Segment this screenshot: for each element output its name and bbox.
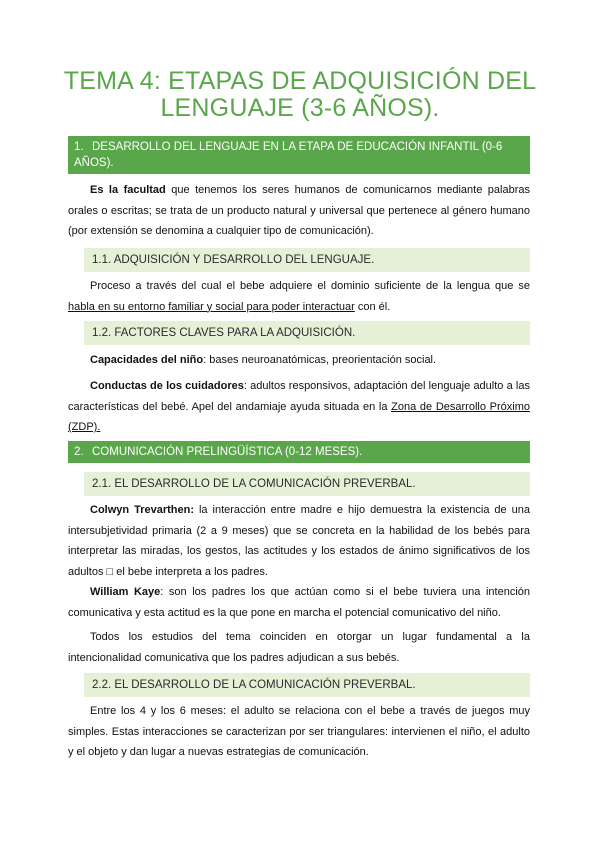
section-1-1-paragraph xyxy=(68,276,530,317)
section-1-2-p1-text: : bases neuroanatómicas, preorientación social. xyxy=(203,354,437,366)
section-1-number: 1. xyxy=(74,141,84,153)
section-1-1-text-b: con él. xyxy=(354,300,391,313)
section-2-2-paragraph: Entre los 4 y los 6 meses: el adulto se relaciona con el bebe a través de juegos muy simples. Estas interacciones se caracterizan por ser triangulares: intervienen el niño, el adulto y el objeto y dan lugar a nuevas estrategias de comunicación. xyxy=(68,705,530,758)
section-2-1-p2-text: : son los padres los que actúan como si el bebe tuviera una intención comunicativa y esta actitud es la que pone en marcha el potencial comunicativo del niño. xyxy=(68,586,531,619)
section-2-1-paragraph-2 xyxy=(68,582,530,623)
section-2-2-heading: 2.2. EL DESARROLLO DE LA COMUNICACIÓN PREVERBAL. xyxy=(84,673,530,697)
section-1-title: DESARROLLO DEL LENGUAJE EN LA ETAPA DE EDUCACIÓN INFANTIL (0-6 AÑOS). xyxy=(74,141,503,169)
section-2-title: COMUNICACIÓN PRELINGÜÍSTICA (0-12 MESES). xyxy=(92,446,363,458)
section-2-1-heading: 2.1. EL DESARROLLO DE LA COMUNICACIÓN PREVERBAL. xyxy=(84,472,530,496)
section-1-1-underlined: habla en su entorno familiar y social para poder interactuar xyxy=(68,300,355,313)
section-1-2-p1-bold: Capacidades del niño xyxy=(90,354,204,366)
document-title xyxy=(60,68,540,122)
section-1-heading xyxy=(68,136,530,174)
section-2-number: 2. xyxy=(74,446,84,458)
section-1-2-heading: 1.2. FACTORES CLAVES PARA LA ADQUISICIÓN. xyxy=(84,321,530,345)
section-2-1-paragraph-1 xyxy=(68,500,530,582)
section-1-2-p2-underlined: Zona de Desarrollo Próximo (ZDP). xyxy=(68,400,530,433)
section-1-paragraph-bold: Es la facultad xyxy=(90,184,166,196)
section-2-1-p1-bold: Colwyn Trevarthen: xyxy=(90,504,194,516)
section-2-1-p1-text: la interacción entre madre e hijo demuestra la existencia de una intersubjetividad primaria (2 a 9 meses) que se concreta en la habilidad de los bebés para interpretar las miradas, los gestos, las actitudes y los estados de ánimo significativos de los adultos □ el bebe interpreta a los padres. xyxy=(68,504,530,578)
section-1-paragraph-text: que tenemos los seres humanos de comunicarnos mediante palabras orales o escritas; se trata de un producto natural y universal que pertenece al género humano (por extensión se denomina a cualquier tipo de comunicación). xyxy=(68,184,530,237)
section-1-2-paragraph-2 xyxy=(68,376,530,438)
section-1-2-paragraph-1 xyxy=(68,350,530,371)
section-2-1-p2-bold: William Kaye xyxy=(90,586,161,598)
section-1-2-p2-text: : adultos responsivos, adaptación del lenguaje adulto a las características del bebé. Apel del andamiaje ayuda situada en la xyxy=(68,380,530,413)
section-2-heading xyxy=(68,441,530,463)
section-2-1-paragraph-3: Todos los estudios del tema coinciden en otorgar un lugar fundamental a la intencionalidad comunicativa que los padres adjudican a sus bebés. xyxy=(68,631,530,664)
section-1-1-text-a: Proceso a través del cual el bebe adquiere el dominio suficiente de la lengua que se xyxy=(90,280,530,292)
section-1-paragraph xyxy=(68,180,530,242)
title-line-1: TEMA 4: ETAPAS DE ADQUISICIÓN DEL xyxy=(63,67,537,95)
section-1-2-p2-bold: Conductas de los cuidadores xyxy=(90,380,244,392)
title-line-2: LENGUAJE (3-6 AÑOS). xyxy=(160,94,440,122)
section-1-1-heading: 1.1. ADQUISICIÓN Y DESARROLLO DEL LENGUAJE. xyxy=(84,248,530,272)
